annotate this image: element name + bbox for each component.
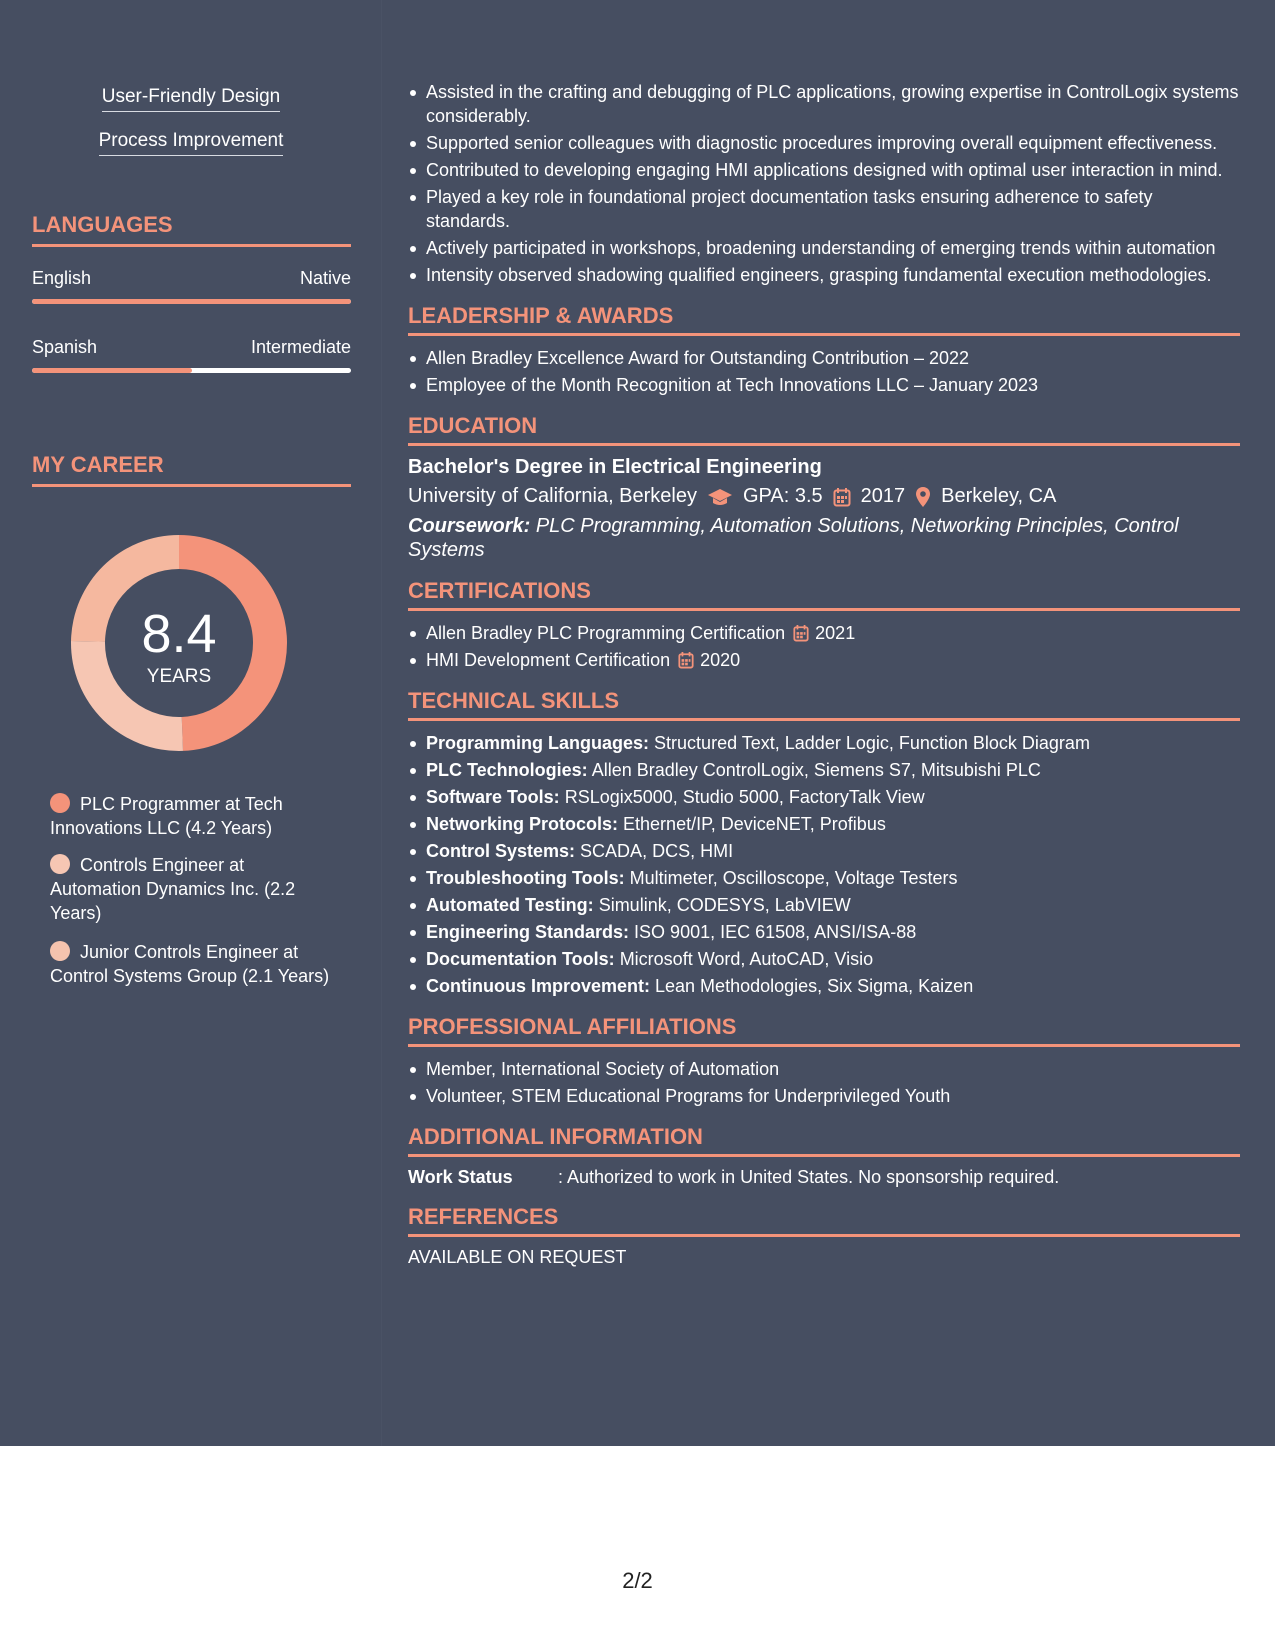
language-row [32, 337, 351, 358]
references-heading: REFERENCES [408, 1204, 1240, 1237]
certifications-list [408, 621, 1240, 672]
legend-dot [50, 854, 70, 874]
school-location: Berkeley, CA [941, 485, 1057, 507]
language-row [32, 268, 351, 289]
graduation-cap-icon [707, 487, 733, 507]
career-unit: YEARS [146, 666, 212, 687]
language-proficiency-bar [32, 299, 351, 304]
references-value: AVAILABLE ON REQUEST [408, 1247, 627, 1267]
language-proficiency-fill [32, 299, 351, 304]
list-item: Played a key role in foundational project documentation tasks ensuring adherence to safety standards. [408, 185, 1240, 233]
coursework: Coursework: PLC Programming, Automation Solutions, Networking Principles, Control Systems [408, 515, 1179, 561]
leadership-list [408, 346, 1240, 397]
list-item: Control Systems: SCADA, DCS, HMI [408, 839, 1240, 863]
list-item: Employee of the Month Recognition at Tech Innovations LLC – January 2023 [408, 373, 1240, 397]
technical-skills-heading: TECHNICAL SKILLS [408, 688, 1240, 721]
experience-bullets [408, 80, 1240, 287]
list-item: Intensity observed shadowing qualified engineers, grasping fundamental execution methodologies. [408, 263, 1240, 287]
list-item: HMI Development Certification 2020 [408, 648, 1240, 672]
list-item: Engineering Standards: ISO 9001, IEC 61508, ANSI/ISA-88 [408, 920, 1240, 944]
degree-title: Bachelor's Degree in Electrical Engineering [408, 456, 822, 478]
work-status-label: Work Status [408, 1167, 513, 1187]
affiliations-list [408, 1057, 1240, 1108]
list-item: Contributed to developing engaging HMI applications designed with optimal user interaction in mind. [408, 158, 1240, 182]
language-proficiency-fill [32, 368, 192, 373]
list-item: Assisted in the crafting and debugging of PLC applications, growing expertise in ControlLogix systems considerably. [408, 80, 1240, 128]
skill-link[interactable]: Process Improvement [0, 130, 382, 156]
education-meta [408, 485, 1240, 508]
certifications-heading: CERTIFICATIONS [408, 578, 1240, 611]
technical-skills-list [408, 731, 1240, 998]
list-item: Networking Protocols: Ethernet/IP, DeviceNET, Profibus [408, 812, 1240, 836]
work-status [408, 1167, 1240, 1188]
list-item: Member, International Society of Automation [408, 1057, 1240, 1081]
list-item: PLC Technologies: Allen Bradley ControlLogix, Siemens S7, Mitsubishi PLC [408, 758, 1240, 782]
page-number: 2/2 [622, 1568, 653, 1593]
list-item: Continuous Improvement: Lean Methodologies, Six Sigma, Kaizen [408, 974, 1240, 998]
career-heading: MY CAREER [32, 452, 351, 487]
list-item: Software Tools: RSLogix5000, Studio 5000, FactoryTalk View [408, 785, 1240, 809]
language-name: English [32, 268, 92, 288]
main-content [408, 80, 1240, 1268]
list-item: Documentation Tools: Microsoft Word, AutoCAD, Visio [408, 947, 1240, 971]
additional-info-heading: ADDITIONAL INFORMATION [408, 1124, 1240, 1157]
language-name: Spanish [32, 337, 98, 357]
sidebar [0, 0, 382, 1446]
school-name: University of California, Berkeley [408, 485, 697, 507]
legend-dot [50, 793, 70, 813]
calendar-icon [833, 487, 851, 507]
leadership-heading: LEADERSHIP & AWARDS [408, 303, 1240, 336]
work-status-value: : Authorized to work in United States. No sponsorship required. [558, 1167, 1060, 1187]
location-pin-icon [915, 486, 931, 508]
education-heading: EDUCATION [408, 413, 1240, 446]
career-donut-chart [66, 530, 292, 756]
list-item: Programming Languages: Structured Text, Ladder Logic, Function Block Diagram [408, 731, 1240, 755]
career-legend-item: Junior Controls Engineer at Control Systems Group (2.1 Years) [50, 942, 330, 986]
language-level: Intermediate [250, 337, 351, 357]
language-level: Native [299, 268, 351, 288]
career-legend-item: Controls Engineer at Automation Dynamics Inc. (2.2 Years) [50, 855, 296, 923]
career-legend-item: PLC Programmer at Tech Innovations LLC (4.2 Years) [50, 794, 283, 838]
calendar-icon [793, 624, 809, 642]
calendar-icon [678, 651, 694, 669]
list-item: Allen Bradley PLC Programming Certification 2021 [408, 621, 1240, 645]
list-item: Volunteer, STEM Educational Programs for Underprivileged Youth [408, 1084, 1240, 1108]
language-proficiency-bar [32, 368, 351, 373]
affiliations-heading: PROFESSIONAL AFFILIATIONS [408, 1014, 1240, 1047]
gpa: GPA: 3.5 [743, 485, 823, 507]
skill-link[interactable]: User-Friendly Design [0, 86, 382, 112]
graduation-year: 2017 [860, 485, 906, 507]
list-item: Automated Testing: Simulink, CODESYS, LabVIEW [408, 893, 1240, 917]
list-item: Supported senior colleagues with diagnostic procedures improving overall equipment effectiveness. [408, 131, 1240, 155]
list-item: Actively participated in workshops, broadening understanding of emerging trends within automation [408, 236, 1240, 260]
career-total: 8.4 [141, 604, 217, 664]
languages-heading: LANGUAGES [32, 212, 351, 247]
legend-dot [50, 941, 70, 961]
list-item: Allen Bradley Excellence Award for Outstanding Contribution – 2022 [408, 346, 1240, 370]
list-item: Troubleshooting Tools: Multimeter, Oscilloscope, Voltage Testers [408, 866, 1240, 890]
